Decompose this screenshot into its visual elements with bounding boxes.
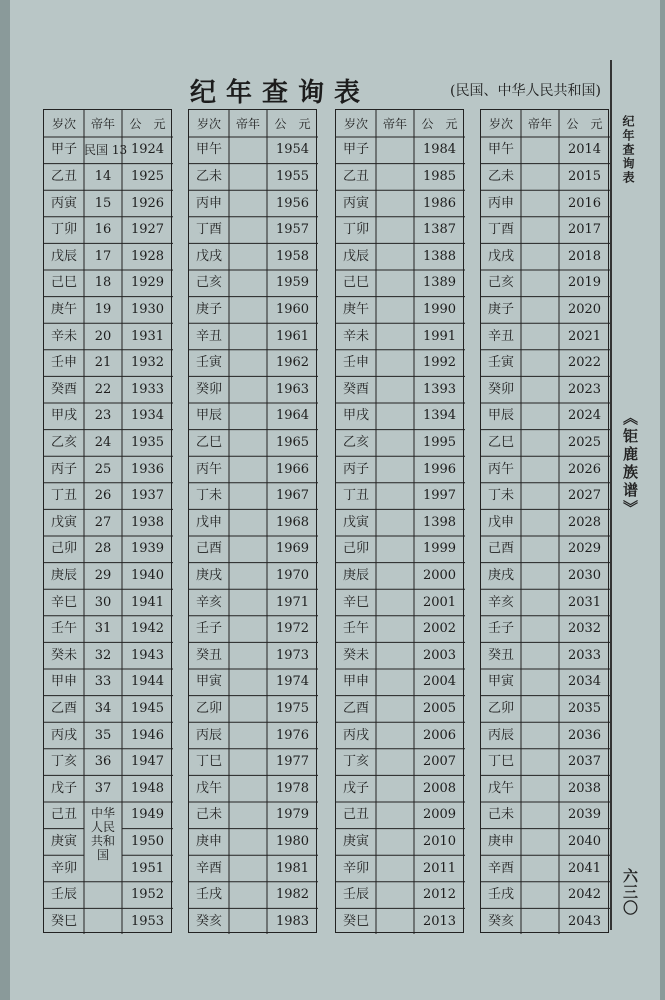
ganzhi-cell: 壬戌 — [487, 887, 514, 903]
gregorian-year-cell: 1954 — [275, 142, 310, 158]
gregorian-year-cell: 2026 — [567, 461, 602, 477]
gregorian-year-cell: 2022 — [567, 355, 602, 371]
ganzhi-cell: 辛亥 — [487, 594, 514, 610]
ganzhi-cell: 戊子 — [50, 780, 77, 796]
ganzhi-cell: 癸亥 — [487, 913, 514, 929]
gregorian-year-cell: 1944 — [130, 674, 165, 690]
ganzhi-cell: 辛未 — [342, 328, 369, 344]
gregorian-year-cell: 2018 — [567, 248, 602, 264]
gregorian-year-cell: 1387 — [422, 222, 457, 238]
gregorian-year-cell: 1973 — [275, 647, 310, 663]
gregorian-year-cell: 1948 — [130, 780, 165, 796]
column-header: 公 元 — [421, 116, 458, 131]
gregorian-year-cell: 1981 — [275, 860, 310, 876]
gregorian-year-cell: 2006 — [422, 727, 457, 743]
ganzhi-cell: 甲戌 — [50, 408, 77, 424]
gregorian-year-cell: 1953 — [130, 913, 165, 929]
ganzhi-cell: 甲午 — [195, 142, 222, 158]
gregorian-year-cell: 2000 — [422, 567, 457, 583]
ganzhi-cell: 癸卯 — [195, 381, 222, 397]
era-year-cell: 33 — [94, 674, 112, 690]
column-header: 岁次 — [343, 116, 368, 131]
gregorian-year-cell: 2038 — [567, 780, 602, 796]
gregorian-year-cell: 1979 — [275, 807, 310, 823]
table-block-4 — [480, 109, 609, 933]
ganzhi-cell: 癸巳 — [342, 913, 369, 929]
gregorian-year-cell: 2011 — [422, 860, 457, 876]
ganzhi-cell: 癸未 — [50, 647, 77, 663]
ganzhi-cell: 丁巳 — [195, 754, 222, 770]
gregorian-year-cell: 1991 — [422, 328, 457, 344]
gregorian-year-cell: 1938 — [130, 514, 165, 530]
ganzhi-cell: 辛酉 — [195, 860, 222, 876]
ganzhi-cell: 壬子 — [487, 621, 514, 637]
ganzhi-cell: 甲戌 — [342, 408, 369, 424]
gregorian-year-cell: 2035 — [567, 700, 602, 716]
gregorian-year-cell: 2010 — [422, 833, 457, 849]
era-year-cell: 25 — [94, 461, 112, 477]
ganzhi-cell: 乙卯 — [195, 700, 222, 716]
ganzhi-cell: 壬申 — [342, 355, 369, 371]
gregorian-year-cell: 2037 — [567, 754, 602, 770]
gregorian-year-cell: 2041 — [567, 860, 602, 876]
side-running-title: 纪年查询表 — [621, 115, 635, 185]
gregorian-year-cell: 1959 — [275, 275, 310, 291]
ganzhi-cell: 丙辰 — [487, 727, 514, 743]
gregorian-year-cell: 1936 — [130, 461, 165, 477]
column-header: 帝年 — [90, 116, 115, 131]
gregorian-year-cell: 1925 — [130, 168, 165, 184]
era-year-cell: 29 — [94, 567, 112, 583]
ganzhi-cell: 己亥 — [195, 275, 222, 291]
gregorian-year-cell: 1975 — [275, 700, 310, 716]
ganzhi-cell: 丙午 — [195, 461, 222, 477]
gregorian-year-cell: 2040 — [567, 833, 602, 849]
ganzhi-cell: 丁亥 — [342, 754, 369, 770]
gregorian-year-cell: 1955 — [275, 168, 310, 184]
column-header: 岁次 — [488, 116, 513, 131]
gregorian-year-cell: 1950 — [130, 833, 165, 849]
ganzhi-cell: 己卯 — [342, 541, 369, 557]
gregorian-year-cell: 2016 — [567, 195, 602, 211]
ganzhi-cell: 丙子 — [342, 461, 369, 477]
ganzhi-cell: 庚戌 — [195, 567, 222, 583]
era-year-cell: 32 — [94, 647, 112, 663]
ganzhi-cell: 辛未 — [50, 328, 77, 344]
table-block-1 — [43, 109, 172, 933]
ganzhi-cell: 丁巳 — [487, 754, 514, 770]
gregorian-year-cell: 1984 — [422, 142, 457, 158]
ganzhi-cell: 乙酉 — [50, 700, 77, 716]
ganzhi-cell: 辛酉 — [487, 860, 514, 876]
gregorian-year-cell: 1976 — [275, 727, 310, 743]
gregorian-year-cell: 1977 — [275, 754, 310, 770]
gregorian-year-cell: 1933 — [130, 381, 165, 397]
era-merged-cell: 中华人民共和国 — [90, 806, 115, 862]
gregorian-year-cell: 1961 — [275, 328, 310, 344]
ganzhi-cell: 丁丑 — [342, 488, 369, 504]
era-year-cell: 18 — [94, 275, 112, 291]
ganzhi-cell: 癸酉 — [50, 381, 77, 397]
column-header: 岁次 — [196, 116, 221, 131]
ganzhi-cell: 甲子 — [342, 142, 369, 158]
ganzhi-cell: 丁未 — [487, 488, 514, 504]
gregorian-year-cell: 1929 — [130, 275, 165, 291]
gregorian-year-cell: 1934 — [130, 408, 165, 424]
era-year-cell: 27 — [94, 514, 112, 530]
gregorian-year-cell: 1968 — [275, 514, 310, 530]
ganzhi-cell: 庚辰 — [50, 567, 77, 583]
ganzhi-cell: 庚午 — [342, 301, 369, 317]
era-year-cell: 34 — [94, 700, 112, 716]
ganzhi-cell: 壬寅 — [195, 355, 222, 371]
era-year-cell: 36 — [94, 754, 112, 770]
gregorian-year-cell: 1946 — [130, 727, 165, 743]
ganzhi-cell: 庚寅 — [50, 833, 77, 849]
gregorian-year-cell: 1943 — [130, 647, 165, 663]
gregorian-year-cell: 1982 — [275, 887, 310, 903]
gregorian-year-cell: 1958 — [275, 248, 310, 264]
gregorian-year-cell: 2039 — [567, 807, 602, 823]
gregorian-year-cell: 2002 — [422, 621, 457, 637]
column-header: 公 元 — [566, 116, 603, 131]
gregorian-year-cell: 1389 — [422, 275, 457, 291]
table-block-2 — [188, 109, 317, 933]
ganzhi-cell: 辛巳 — [50, 594, 77, 610]
ganzhi-cell: 戊申 — [487, 514, 514, 530]
gregorian-year-cell: 2012 — [422, 887, 457, 903]
ganzhi-cell: 己未 — [195, 807, 222, 823]
era-year-cell: 22 — [94, 381, 112, 397]
ganzhi-cell: 壬午 — [342, 621, 369, 637]
gregorian-year-cell: 2019 — [567, 275, 602, 291]
gregorian-year-cell: 2029 — [567, 541, 602, 557]
gregorian-year-cell: 1980 — [275, 833, 310, 849]
ganzhi-cell: 戊辰 — [342, 248, 369, 264]
column-header: 帝年 — [527, 116, 552, 131]
gregorian-year-cell: 1941 — [130, 594, 165, 610]
gregorian-year-cell: 2043 — [567, 913, 602, 929]
gregorian-year-cell: 1985 — [422, 168, 457, 184]
gregorian-year-cell: 1964 — [275, 408, 310, 424]
ganzhi-cell: 癸酉 — [342, 381, 369, 397]
gregorian-year-cell: 2027 — [567, 488, 602, 504]
era-year-cell: 28 — [94, 541, 112, 557]
ganzhi-cell: 辛亥 — [195, 594, 222, 610]
ganzhi-cell: 乙未 — [195, 168, 222, 184]
ganzhi-cell: 戊寅 — [342, 514, 369, 530]
side-rule — [610, 60, 612, 930]
ganzhi-cell: 甲子 — [50, 142, 77, 158]
gregorian-year-cell: 1990 — [422, 301, 457, 317]
ganzhi-cell: 庚申 — [487, 833, 514, 849]
gregorian-year-cell: 2034 — [567, 674, 602, 690]
gregorian-year-cell: 1927 — [130, 222, 165, 238]
gregorian-year-cell: 1939 — [130, 541, 165, 557]
gregorian-year-cell: 1992 — [422, 355, 457, 371]
ganzhi-cell: 甲寅 — [195, 674, 222, 690]
ganzhi-cell: 乙亥 — [342, 434, 369, 450]
column-header: 岁次 — [51, 116, 76, 131]
era-year-cell: 16 — [94, 222, 112, 238]
ganzhi-cell: 乙丑 — [50, 168, 77, 184]
ganzhi-cell: 癸巳 — [50, 913, 77, 929]
era-year-cell: 17 — [94, 248, 112, 264]
ganzhi-cell: 癸亥 — [195, 913, 222, 929]
era-year-cell: 14 — [94, 168, 112, 184]
ganzhi-cell: 甲寅 — [487, 674, 514, 690]
gregorian-year-cell: 1952 — [130, 887, 165, 903]
era-year-cell: 37 — [94, 780, 112, 796]
ganzhi-cell: 庚子 — [195, 301, 222, 317]
gregorian-year-cell: 2021 — [567, 328, 602, 344]
ganzhi-cell: 己丑 — [50, 807, 77, 823]
ganzhi-cell: 丙戌 — [342, 727, 369, 743]
ganzhi-cell: 乙巳 — [487, 434, 514, 450]
era-year-cell: 31 — [94, 621, 112, 637]
ganzhi-cell: 庚戌 — [487, 567, 514, 583]
gregorian-year-cell: 2025 — [567, 434, 602, 450]
gregorian-year-cell: 1931 — [130, 328, 165, 344]
ganzhi-cell: 丁卯 — [50, 222, 77, 238]
ganzhi-cell: 壬午 — [50, 621, 77, 637]
gregorian-year-cell: 1966 — [275, 461, 310, 477]
gregorian-year-cell: 2014 — [567, 142, 602, 158]
ganzhi-cell: 丁未 — [195, 488, 222, 504]
ganzhi-cell: 乙丑 — [342, 168, 369, 184]
ganzhi-cell: 壬申 — [50, 355, 77, 371]
column-header: 公 元 — [129, 116, 166, 131]
ganzhi-cell: 丁卯 — [342, 222, 369, 238]
ganzhi-cell: 丙午 — [487, 461, 514, 477]
ganzhi-cell: 庚辰 — [342, 567, 369, 583]
era-year-cell: 26 — [94, 488, 112, 504]
ganzhi-cell: 乙亥 — [50, 434, 77, 450]
gregorian-year-cell: 1983 — [275, 913, 310, 929]
gregorian-year-cell: 1967 — [275, 488, 310, 504]
gregorian-year-cell: 1970 — [275, 567, 310, 583]
ganzhi-cell: 己亥 — [487, 275, 514, 291]
ganzhi-cell: 戊辰 — [50, 248, 77, 264]
ganzhi-cell: 戊午 — [195, 780, 222, 796]
gregorian-year-cell: 1978 — [275, 780, 310, 796]
gregorian-year-cell: 1986 — [422, 195, 457, 211]
ganzhi-cell: 丙申 — [487, 195, 514, 211]
ganzhi-cell: 辛卯 — [50, 860, 77, 876]
gregorian-year-cell: 1971 — [275, 594, 310, 610]
column-header: 公 元 — [274, 116, 311, 131]
gregorian-year-cell: 2004 — [422, 674, 457, 690]
ganzhi-cell: 辛丑 — [487, 328, 514, 344]
gregorian-year-cell: 2008 — [422, 780, 457, 796]
gregorian-year-cell: 2023 — [567, 381, 602, 397]
gregorian-year-cell: 1940 — [130, 567, 165, 583]
gregorian-year-cell: 2007 — [422, 754, 457, 770]
gregorian-year-cell: 1956 — [275, 195, 310, 211]
ganzhi-cell: 甲辰 — [487, 408, 514, 424]
gregorian-year-cell: 1972 — [275, 621, 310, 637]
ganzhi-cell: 壬辰 — [50, 887, 77, 903]
page-title: 纪年查询表 — [190, 78, 371, 108]
column-header: 帝年 — [382, 116, 407, 131]
page-number: 六三〇 — [621, 868, 639, 916]
gregorian-year-cell: 1935 — [130, 434, 165, 450]
gregorian-year-cell: 2033 — [567, 647, 602, 663]
ganzhi-cell: 乙未 — [487, 168, 514, 184]
gregorian-year-cell: 1957 — [275, 222, 310, 238]
gregorian-year-cell: 2032 — [567, 621, 602, 637]
ganzhi-cell: 戊戌 — [487, 248, 514, 264]
gregorian-year-cell: 1999 — [422, 541, 457, 557]
ganzhi-cell: 甲申 — [342, 674, 369, 690]
ganzhi-cell: 乙巳 — [195, 434, 222, 450]
ganzhi-cell: 壬戌 — [195, 887, 222, 903]
ganzhi-cell: 丁亥 — [50, 754, 77, 770]
gregorian-year-cell: 2036 — [567, 727, 602, 743]
gregorian-year-cell: 1937 — [130, 488, 165, 504]
gregorian-year-cell: 1928 — [130, 248, 165, 264]
gregorian-year-cell: 1394 — [422, 408, 457, 424]
gregorian-year-cell: 2015 — [567, 168, 602, 184]
gregorian-year-cell: 1398 — [422, 514, 457, 530]
ganzhi-cell: 乙卯 — [487, 700, 514, 716]
ganzhi-cell: 戊戌 — [195, 248, 222, 264]
ganzhi-cell: 己酉 — [195, 541, 222, 557]
ganzhi-cell: 辛丑 — [195, 328, 222, 344]
ganzhi-cell: 甲午 — [487, 142, 514, 158]
ganzhi-cell: 戊午 — [487, 780, 514, 796]
ganzhi-cell: 庚寅 — [342, 833, 369, 849]
ganzhi-cell: 壬寅 — [487, 355, 514, 371]
gregorian-year-cell: 2030 — [567, 567, 602, 583]
era-year-cell: 35 — [94, 727, 112, 743]
ganzhi-cell: 戊申 — [195, 514, 222, 530]
ganzhi-cell: 己卯 — [50, 541, 77, 557]
era-year-cell: 24 — [94, 434, 112, 450]
page-subtitle: (民国、中华人民共和国) — [450, 83, 601, 99]
ganzhi-cell: 丙子 — [50, 461, 77, 477]
gregorian-year-cell: 1963 — [275, 381, 310, 397]
gregorian-year-cell: 1995 — [422, 434, 457, 450]
ganzhi-cell: 癸丑 — [487, 647, 514, 663]
gregorian-year-cell: 1924 — [130, 142, 165, 158]
ganzhi-cell: 己酉 — [487, 541, 514, 557]
ganzhi-cell: 乙酉 — [342, 700, 369, 716]
gregorian-year-cell: 1942 — [130, 621, 165, 637]
gregorian-year-cell: 1996 — [422, 461, 457, 477]
gregorian-year-cell: 1947 — [130, 754, 165, 770]
gregorian-year-cell: 2005 — [422, 700, 457, 716]
ganzhi-cell: 壬子 — [195, 621, 222, 637]
ganzhi-cell: 己丑 — [342, 807, 369, 823]
era-year-cell: 30 — [94, 594, 112, 610]
ganzhi-cell: 丙申 — [195, 195, 222, 211]
gregorian-year-cell: 1926 — [130, 195, 165, 211]
gregorian-year-cell: 2017 — [567, 222, 602, 238]
gregorian-year-cell: 1388 — [422, 248, 457, 264]
ganzhi-cell: 庚子 — [487, 301, 514, 317]
era-year-cell: 15 — [94, 195, 112, 211]
gregorian-year-cell: 2024 — [567, 408, 602, 424]
ganzhi-cell: 戊子 — [342, 780, 369, 796]
era-year-cell: 民国 13 — [84, 143, 128, 158]
gregorian-year-cell: 1960 — [275, 301, 310, 317]
ganzhi-cell: 丁丑 — [50, 488, 77, 504]
table-block-3 — [335, 109, 464, 933]
column-header: 帝年 — [235, 116, 260, 131]
ganzhi-cell: 丁酉 — [487, 222, 514, 238]
gregorian-year-cell: 1393 — [422, 381, 457, 397]
ganzhi-cell: 辛巳 — [342, 594, 369, 610]
ganzhi-cell: 丁酉 — [195, 222, 222, 238]
era-year-cell: 19 — [94, 301, 112, 317]
gregorian-year-cell: 1951 — [130, 860, 165, 876]
era-year-cell: 21 — [94, 355, 112, 371]
ganzhi-cell: 丙辰 — [195, 727, 222, 743]
side-book-title: 《钜鹿族谱》 — [621, 410, 639, 518]
gregorian-year-cell: 1962 — [275, 355, 310, 371]
ganzhi-cell: 辛卯 — [342, 860, 369, 876]
ganzhi-cell: 壬辰 — [342, 887, 369, 903]
gregorian-year-cell: 2042 — [567, 887, 602, 903]
gregorian-year-cell: 1969 — [275, 541, 310, 557]
gregorian-year-cell: 1930 — [130, 301, 165, 317]
ganzhi-cell: 丙寅 — [50, 195, 77, 211]
ganzhi-cell: 甲申 — [50, 674, 77, 690]
gregorian-year-cell: 1997 — [422, 488, 457, 504]
gregorian-year-cell: 1945 — [130, 700, 165, 716]
ganzhi-cell: 癸卯 — [487, 381, 514, 397]
gregorian-year-cell: 2001 — [422, 594, 457, 610]
ganzhi-cell: 己未 — [487, 807, 514, 823]
ganzhi-cell: 丙戌 — [50, 727, 77, 743]
gregorian-year-cell: 1974 — [275, 674, 310, 690]
era-year-cell: 23 — [94, 408, 112, 424]
ganzhi-cell: 丙寅 — [342, 195, 369, 211]
ganzhi-cell: 庚午 — [50, 301, 77, 317]
ganzhi-cell: 甲辰 — [195, 408, 222, 424]
ganzhi-cell: 癸丑 — [195, 647, 222, 663]
gregorian-year-cell: 2013 — [422, 913, 457, 929]
gregorian-year-cell: 1965 — [275, 434, 310, 450]
gregorian-year-cell: 1949 — [130, 807, 165, 823]
gregorian-year-cell: 2009 — [422, 807, 457, 823]
ganzhi-cell: 癸未 — [342, 647, 369, 663]
ganzhi-cell: 庚申 — [195, 833, 222, 849]
gregorian-year-cell: 1932 — [130, 355, 165, 371]
ganzhi-cell: 戊寅 — [50, 514, 77, 530]
gregorian-year-cell: 2020 — [567, 301, 602, 317]
ganzhi-cell: 己巳 — [50, 275, 77, 291]
ganzhi-cell: 己巳 — [342, 275, 369, 291]
gregorian-year-cell: 2031 — [567, 594, 602, 610]
era-year-cell: 20 — [94, 328, 112, 344]
gregorian-year-cell: 2003 — [422, 647, 457, 663]
gregorian-year-cell: 2028 — [567, 514, 602, 530]
